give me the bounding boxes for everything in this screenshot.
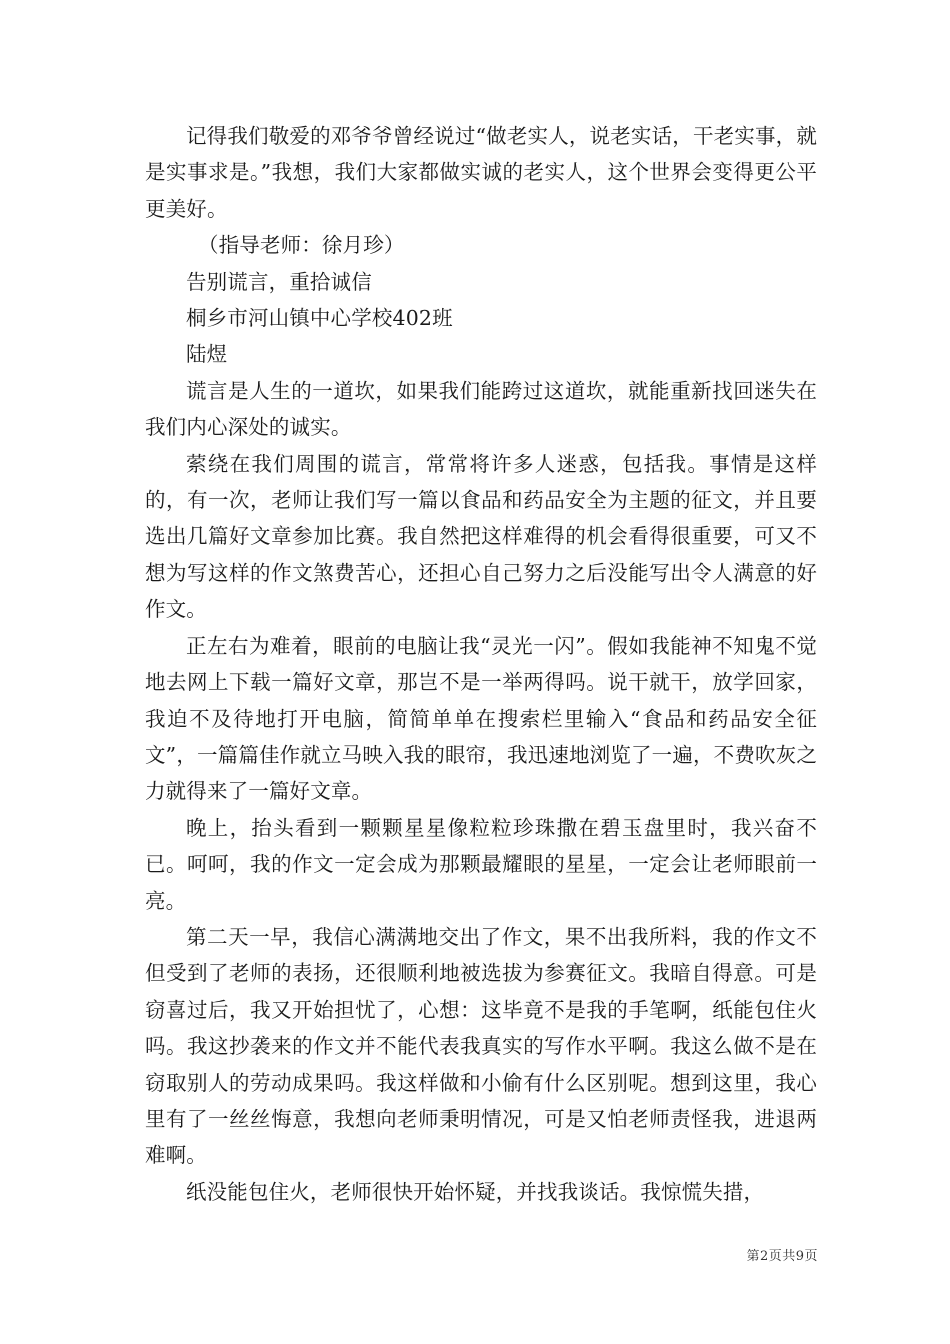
body-paragraph: 第二天一早，我信心满满地交出了作文，果不出我所料，我的作文不但受到了老师的表扬，还很顺利地被选拔为参赛征文。我暗自得意。可是窃喜过后，我又开始担忧了，心想：这毕竟不是我的手笔啊，纸能包住火吗。我这抄袭来的作文并不能代表我真实的写作水平啊。我这么做不是在窃取别人的劳动成果吗。我这样做和小偷有什么区别呢。想到这里，我心里有了一丝丝悔意，我想向老师秉明情况，可是又怕老师责怪我，进退两难啊。 [145,924,817,1168]
author-school: 桐乡市河山镇中心学校402班 [186,306,453,331]
body-paragraph: 正左右为难着，眼前的电脑让我“灵光一闪”。假如我能神不知鬼不觉地去网上下载一篇好文章，那岂不是一举两得吗。说干就干，放学回家，我迫不及待地打开电脑，简简单单在搜索栏里输入“食品和药品安全征文”，一篇篇佳作就立马映入我的眼帘，我迅速地浏览了一遍，不费吹灰之力就得来了一篇好文章。 [145,633,817,804]
body-paragraph: 谎言是人生的一道坎，如果我们能跨过这道坎，就能重新找回迷失在我们内心深处的诚实。 [145,378,817,440]
author-name: 陆煜 [186,342,228,367]
body-paragraph: 纸没能包住火，老师很快开始怀疑，并找我谈话。我惊慌失措， [186,1179,765,1204]
body-paragraph: 晚上，抬头看到一颗颗星星像粒粒珍珠撒在碧玉盘里时，我兴奋不已。呵呵，我的作文一定会成为那颗最耀眼的星星，一定会让老师眼前一亮。 [145,815,817,913]
body-paragraph: 记得我们敬爱的邓爷爷曾经说过“做老实人，说老实话，干老实事，就是实事求是。”我想，我们大家都做实诚的老实人，这个世界会变得更公平更美好。 [145,124,817,221]
document-body [145,118,817,1210]
page-number: 第2页共9页 [746,1249,818,1264]
essay-title: 告别谎言，重拾诚信 [186,269,372,294]
body-paragraph: 萦绕在我们周围的谎言，常常将许多人迷惑，包括我。事情是这样的，有一次，老师让我们写一篇以食品和药品安全为主题的征文，并且要选出几篇好文章参加比赛。我自然把这样难得的机会看得很重要，可又不想为写这样的作文煞费苦心，还担心自己努力之后没能写出令人满意的好作文。 [145,451,817,622]
advisor-note: （指导老师：徐月珍） [198,233,405,258]
